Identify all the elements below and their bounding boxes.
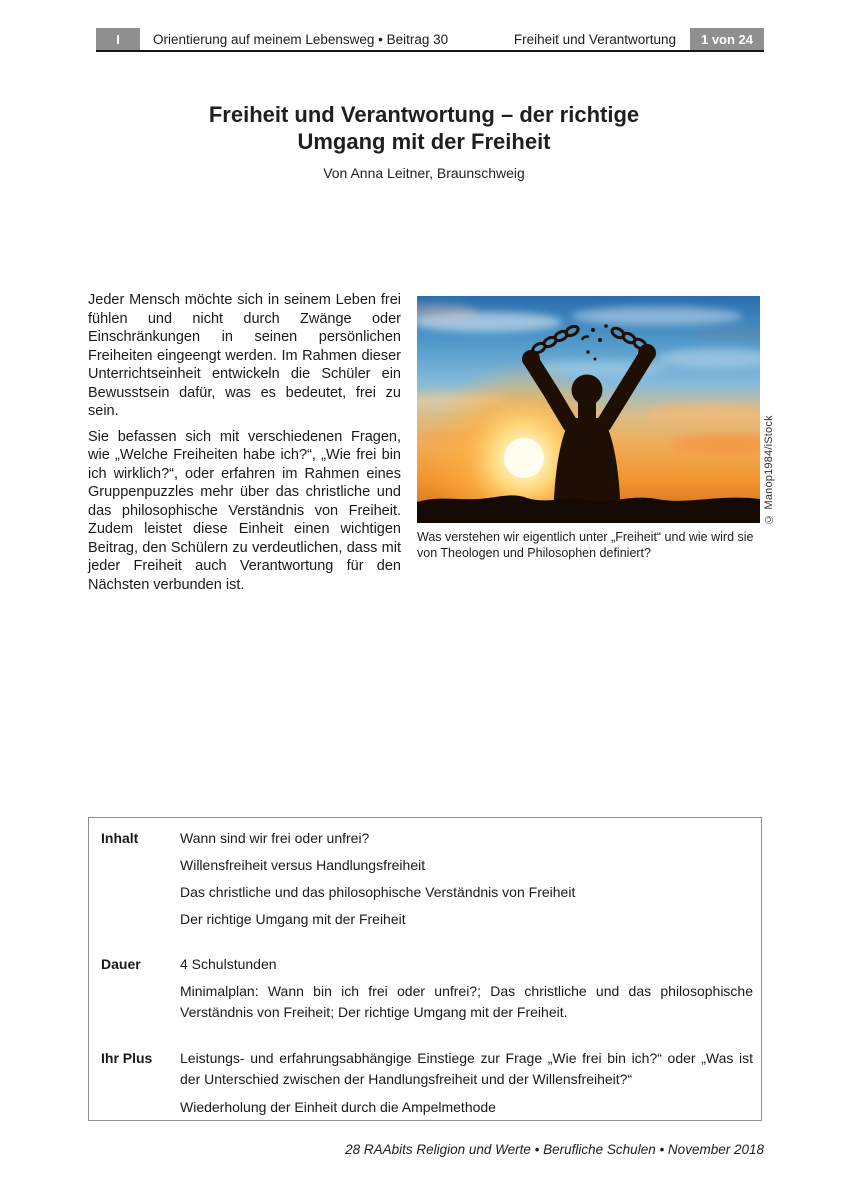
info-item: 4 Schulstunden bbox=[180, 956, 277, 972]
intro-paragraph-2: Sie befassen sich mit verschiedenen Fragen, wie „Welche Freiheiten habe ich?“, „Wie frei bin ich wirklich?“, oder erfahren im Rahmen eines Gruppenpuzzles mehr über das christliche und das philosophische Verständnis von Freiheit. Zudem leistet diese Einheit einen wichtigen Beitrag, den Schülern zu verdeutlichen, dass mit jeder Freiheit auch Verantwortung für den Nächsten verbunden ist. bbox=[88, 428, 401, 593]
header-bar bbox=[96, 28, 764, 52]
info-item: Der richtige Umgang mit der Freiheit bbox=[180, 911, 406, 927]
page-title-line-2: Umgang mit der Freiheit bbox=[297, 129, 551, 154]
info-row-label: Inhalt bbox=[101, 830, 139, 846]
page-number-badge: 1 von 24 bbox=[690, 28, 764, 50]
photo-credit: © Manop1984/iStock bbox=[763, 415, 775, 525]
info-row-label: Ihr Plus bbox=[101, 1050, 153, 1066]
info-item: Leistungs- und erfahrungsabhängige Einstiege zur Frage „Wie frei bin ich?“ oder „Was ist der Unterschied zwischen der Handlungsfreiheit und der Willensfreiheit?“ bbox=[180, 1050, 753, 1087]
page-title bbox=[0, 101, 848, 155]
info-row-content bbox=[180, 954, 753, 1023]
info-item: Wiederholung der Einheit durch die Ampelmethode bbox=[180, 1099, 496, 1115]
section-badge: I bbox=[96, 28, 140, 50]
figure bbox=[417, 296, 760, 561]
info-row-content bbox=[180, 828, 753, 929]
info-row-ihr-plus bbox=[101, 1048, 753, 1117]
freedom-sunset-photo bbox=[417, 296, 760, 523]
info-item: Willensfreiheit versus Handlungsfreiheit bbox=[180, 857, 426, 873]
intro-paragraph-1: Jeder Mensch möchte sich in seinem Leben frei fühlen und nicht durch Zwänge oder Einschränkungen in seinen persönlichen Freiheiten eingeengt werden. Im Rahmen dieser Unterrichtseinheit entwickeln die Schüler ein Bewusstsein dafür, was es bedeutet, frei zu sein. bbox=[88, 292, 401, 419]
info-row-inhalt bbox=[101, 828, 753, 929]
info-item: Wann sind wir frei oder unfrei? bbox=[180, 830, 370, 846]
header-topic-title: Freiheit und Verantwortung bbox=[513, 31, 676, 47]
author-byline: Von Anna Leitner, Braunschweig bbox=[323, 165, 525, 181]
figure-caption: Was verstehen wir eigentlich unter „Freiheit“ und wie wird sie von Theologen und Philosophen definiert? bbox=[417, 530, 754, 560]
info-item: Das christliche und das philosophische Verständnis von Freiheit bbox=[180, 884, 576, 900]
info-box bbox=[88, 817, 762, 1121]
page-title-line-1: Freiheit und Verantwortung – der richtige bbox=[208, 102, 640, 127]
header-series-title: Orientierung auf meinem Lebensweg • Beitrag 30 bbox=[153, 31, 449, 47]
info-row-label: Dauer bbox=[101, 956, 141, 972]
info-item: Minimalplan: Wann bin ich frei oder unfrei?; Das christliche und das philosophische Verständnis von Freiheit; Der richtige Umgang mit der Freiheit. bbox=[180, 983, 753, 1020]
info-row-content bbox=[180, 1048, 753, 1117]
info-row-dauer bbox=[101, 954, 753, 1023]
intro-text-column bbox=[88, 291, 401, 594]
footer-text: 28 RAAbits Religion und Werte • Berufliche Schulen • November 2018 bbox=[345, 1142, 764, 1157]
